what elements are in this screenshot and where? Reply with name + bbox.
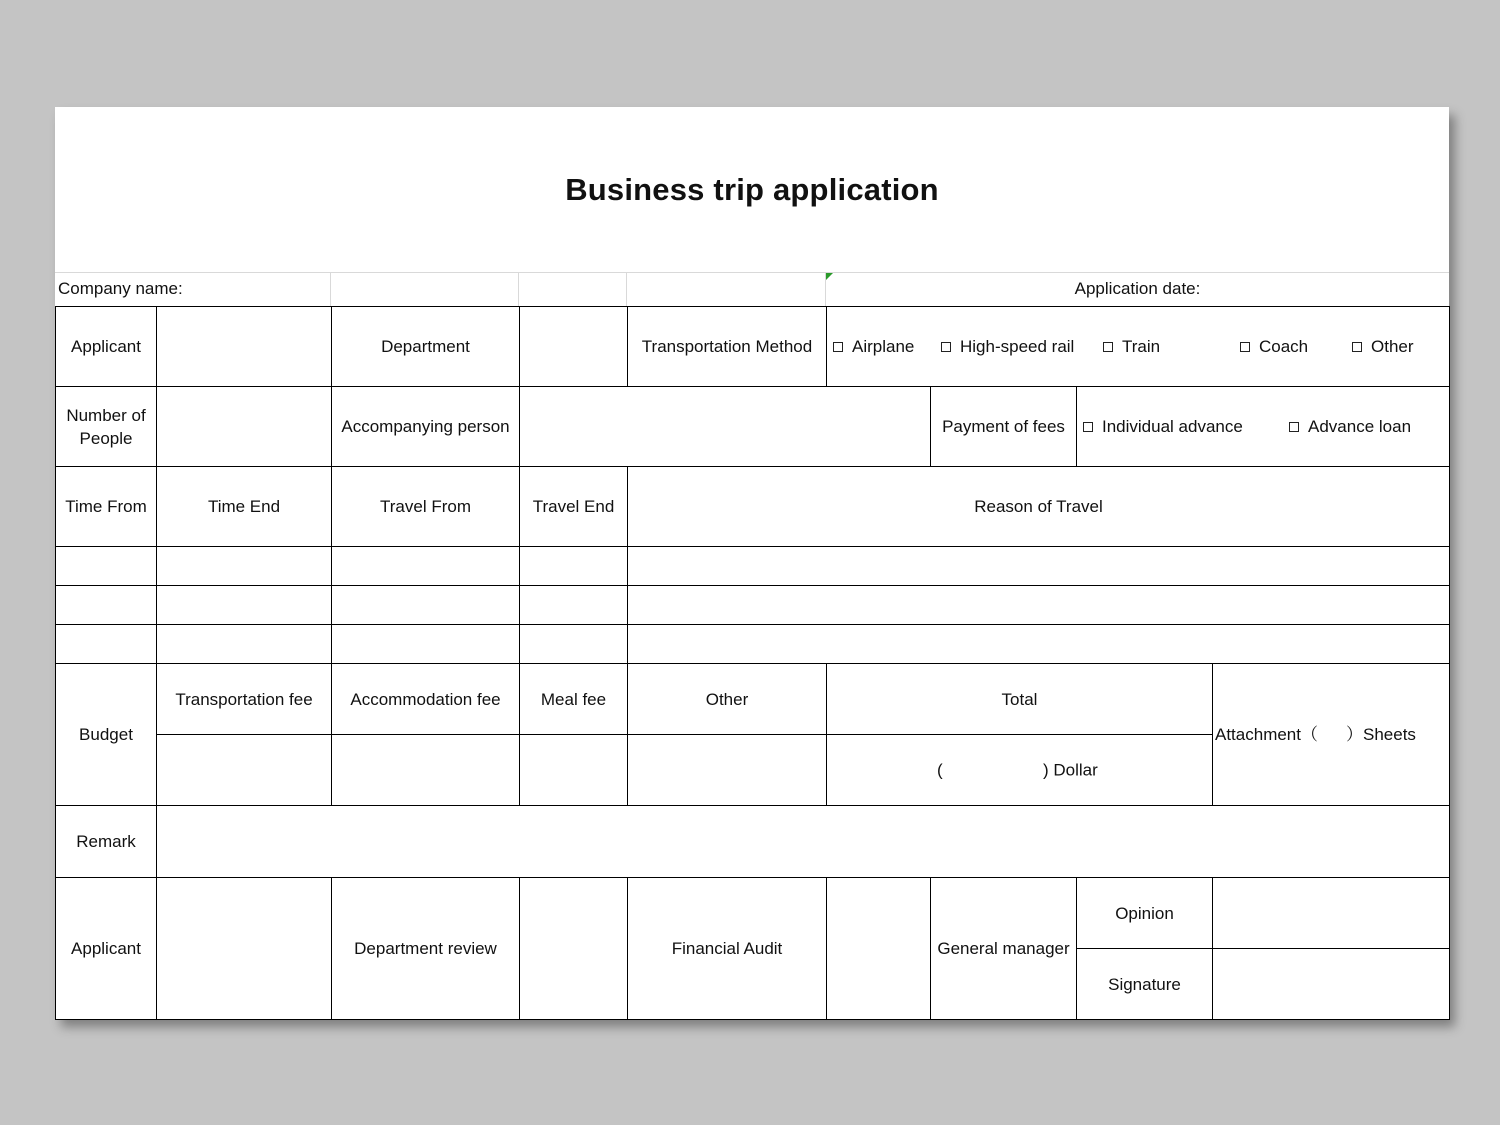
budget-header-row [56, 664, 1450, 735]
department-review-label: Department review [332, 878, 520, 1020]
accommodation-fee-header: Accommodation fee [332, 664, 520, 735]
company-name-label: Company name: [58, 279, 183, 298]
accompanying-person-field[interactable] [520, 387, 931, 467]
applicant-signoff-field[interactable] [157, 878, 332, 1020]
total-dollar-field[interactable]: ( ) Dollar [827, 735, 1213, 806]
department-review-field[interactable] [520, 878, 628, 1020]
checkbox-icon[interactable] [1103, 342, 1113, 352]
general-manager-label: General manager [931, 878, 1077, 1020]
option-high-speed-rail[interactable]: High-speed rail [941, 335, 1103, 358]
transportation-fee-header: Transportation fee [157, 664, 332, 735]
department-field[interactable] [520, 307, 628, 387]
checkbox-icon[interactable] [941, 342, 951, 352]
time-from-header: Time From [56, 467, 157, 547]
travel-from-header: Travel From [332, 467, 520, 547]
reason-of-travel-header: Reason of Travel [628, 467, 1450, 547]
reason-of-travel-field[interactable] [628, 586, 1450, 625]
transport-method-label: Transportation Method [628, 307, 827, 387]
checkbox-icon[interactable] [1289, 422, 1299, 432]
opinion-label: Opinion [1077, 878, 1213, 949]
header-gridline [518, 272, 519, 306]
itinerary-row [56, 625, 1450, 664]
itinerary-row [56, 586, 1450, 625]
travel-end-field[interactable] [520, 625, 628, 664]
checkbox-icon[interactable] [833, 342, 843, 352]
header-row [55, 272, 1449, 306]
checkbox-icon[interactable] [1352, 342, 1362, 352]
option-coach[interactable]: Coach [1240, 335, 1352, 358]
opinion-field[interactable] [1213, 878, 1450, 949]
itinerary-header-row [56, 467, 1450, 547]
reason-of-travel-field[interactable] [628, 625, 1450, 664]
financial-audit-label: Financial Audit [628, 878, 827, 1020]
payment-options [1077, 387, 1450, 467]
checkbox-icon[interactable] [1240, 342, 1250, 352]
header-gridline [626, 272, 627, 306]
signoff-row [56, 878, 1450, 949]
total-header: Total [827, 664, 1213, 735]
application-table [55, 306, 1450, 1020]
meal-fee-field[interactable] [520, 735, 628, 806]
applicant-row [56, 307, 1450, 387]
header-gridline [330, 272, 331, 306]
option-advance-loan[interactable]: Advance loan [1289, 415, 1411, 438]
remark-label: Remark [56, 806, 157, 878]
signature-label: Signature [1077, 949, 1213, 1020]
attachment-cell[interactable]: Attachment（ ）Sheets [1213, 664, 1450, 806]
travel-from-field[interactable] [332, 625, 520, 664]
form-title: Business trip application [55, 107, 1449, 273]
travel-from-field[interactable] [332, 586, 520, 625]
time-from-field[interactable] [56, 625, 157, 664]
itinerary-row [56, 547, 1450, 586]
time-end-field[interactable] [157, 625, 332, 664]
remark-field[interactable] [157, 806, 1450, 878]
budget-label: Budget [56, 664, 157, 806]
signature-field[interactable] [1213, 949, 1450, 1020]
time-from-field[interactable] [56, 586, 157, 625]
option-individual-advance[interactable]: Individual advance [1083, 415, 1289, 438]
option-airplane[interactable]: Airplane [833, 335, 941, 358]
travel-end-header: Travel End [520, 467, 628, 547]
form-sheet [55, 107, 1449, 1019]
checkbox-icon[interactable] [1083, 422, 1093, 432]
cell-comment-marker [826, 273, 833, 280]
applicant-field[interactable] [157, 307, 332, 387]
reason-of-travel-field[interactable] [628, 547, 1450, 586]
application-date-label: Application date: [1074, 279, 1201, 298]
people-row [56, 387, 1450, 467]
time-end-header: Time End [157, 467, 332, 547]
transportation-fee-field[interactable] [157, 735, 332, 806]
remark-row [56, 806, 1450, 878]
number-of-people-label: Number of People [56, 387, 157, 467]
transport-options [827, 307, 1450, 387]
payment-of-fees-label: Payment of fees [931, 387, 1077, 467]
option-other[interactable]: Other [1352, 335, 1414, 358]
time-end-field[interactable] [157, 586, 332, 625]
financial-audit-field[interactable] [827, 878, 931, 1020]
department-label: Department [332, 307, 520, 387]
travel-end-field[interactable] [520, 547, 628, 586]
option-train[interactable]: Train [1103, 335, 1240, 358]
time-end-field[interactable] [157, 547, 332, 586]
travel-end-field[interactable] [520, 586, 628, 625]
other-fee-field[interactable] [628, 735, 827, 806]
meal-fee-header: Meal fee [520, 664, 628, 735]
other-fee-header: Other [628, 664, 827, 735]
time-from-field[interactable] [56, 547, 157, 586]
applicant-signoff-label: Applicant [56, 878, 157, 1020]
number-of-people-field[interactable] [157, 387, 332, 467]
travel-from-field[interactable] [332, 547, 520, 586]
accompanying-person-label: Accompanying person [332, 387, 520, 467]
accommodation-fee-field[interactable] [332, 735, 520, 806]
applicant-label: Applicant [56, 307, 157, 387]
